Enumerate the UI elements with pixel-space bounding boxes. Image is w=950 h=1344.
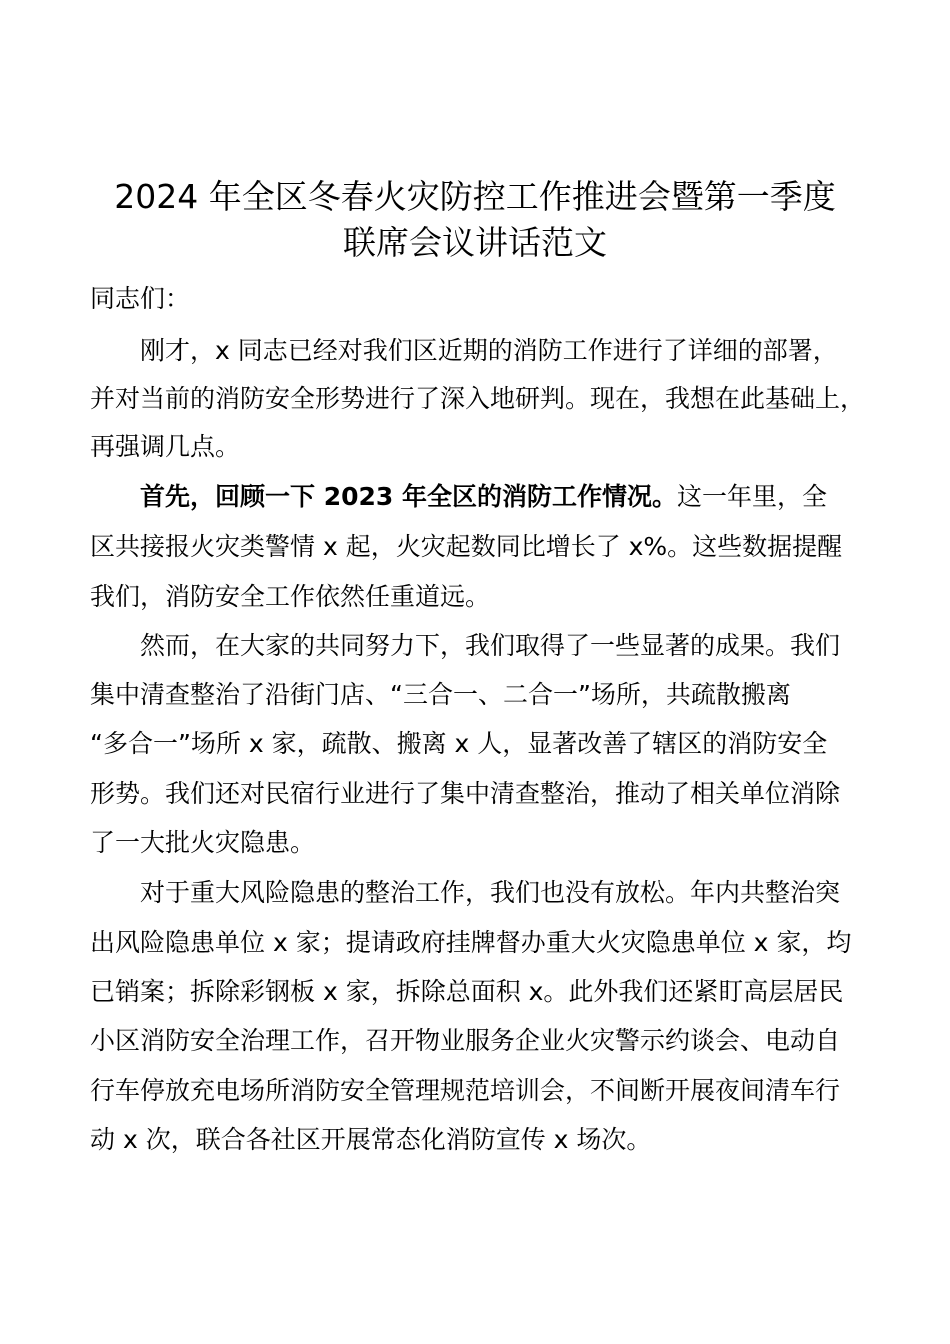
paragraph-2-bold-lead: 首先，回顾一下 2023 年全区的消防工作情况。 (140, 482, 677, 511)
document-title-line-1: 2024 年全区冬春火灾防控工作推进会暨第一季度 (114, 177, 836, 216)
paragraph-1-line-2: 并对当前的消防安全形势进行了深入地研判。现在，我想在此基础上， (90, 384, 866, 413)
paragraph-3-line-3: “多合一”场所 x 家，疏散、搬离 x 人，显著改善了辖区的消防安全 (90, 729, 828, 758)
document-title-line-2: 联席会议讲话范文 (343, 223, 607, 262)
paragraph-2-line-3: 我们，消防安全工作依然任重道远。 (90, 582, 491, 611)
paragraph-2-line-1 (140, 478, 827, 516)
paragraph-3-line-5: 了一大批火灾隐患。 (90, 828, 316, 857)
salutation: 同志们： (90, 284, 191, 313)
paragraph-4-line-2: 出风险隐患单位 x 家；提请政府挂牌督办重大火灾隐患单位 x 家，均 (90, 928, 852, 957)
paragraph-1-line-1: 刚才，x 同志已经对我们区近期的消防工作进行了详细的部署， (140, 336, 838, 365)
paragraph-4-line-1: 对于重大风险隐患的整治工作，我们也没有放松。年内共整治突 (140, 878, 841, 907)
paragraph-2-line-1-text: 这一年里，全 (677, 482, 828, 511)
paragraph-3-line-1: 然而，在大家的共同努力下，我们取得了一些显著的成果。我们 (140, 631, 841, 660)
paragraph-4-line-4: 小区消防安全治理工作，召开物业服务企业火灾警示约谈会、电动自 (90, 1026, 841, 1055)
paragraph-3-line-2: 集中清查整治了沿街门店、“三合一、二合一”场所，共疏散搬离 (90, 680, 791, 709)
paragraph-4-line-6: 动 x 次，联合各社区开展常态化消防宣传 x 场次。 (90, 1125, 652, 1154)
paragraph-1-line-3: 再强调几点。 (90, 432, 241, 461)
paragraph-3-line-4: 形势。我们还对民宿行业进行了集中清查整治，推动了相关单位消除 (90, 779, 841, 808)
paragraph-2-line-2: 区共接报火灾类警情 x 起，火灾起数同比增长了 x%。这些数据提醒 (90, 532, 843, 561)
paragraph-4-line-5: 行车停放充电场所消防安全管理规范培训会，不间断开展夜间清车行 (90, 1076, 841, 1105)
paragraph-4-line-3: 已销案；拆除彩钢板 x 家，拆除总面积 x。此外我们还紧盯高层居民 (90, 977, 844, 1006)
